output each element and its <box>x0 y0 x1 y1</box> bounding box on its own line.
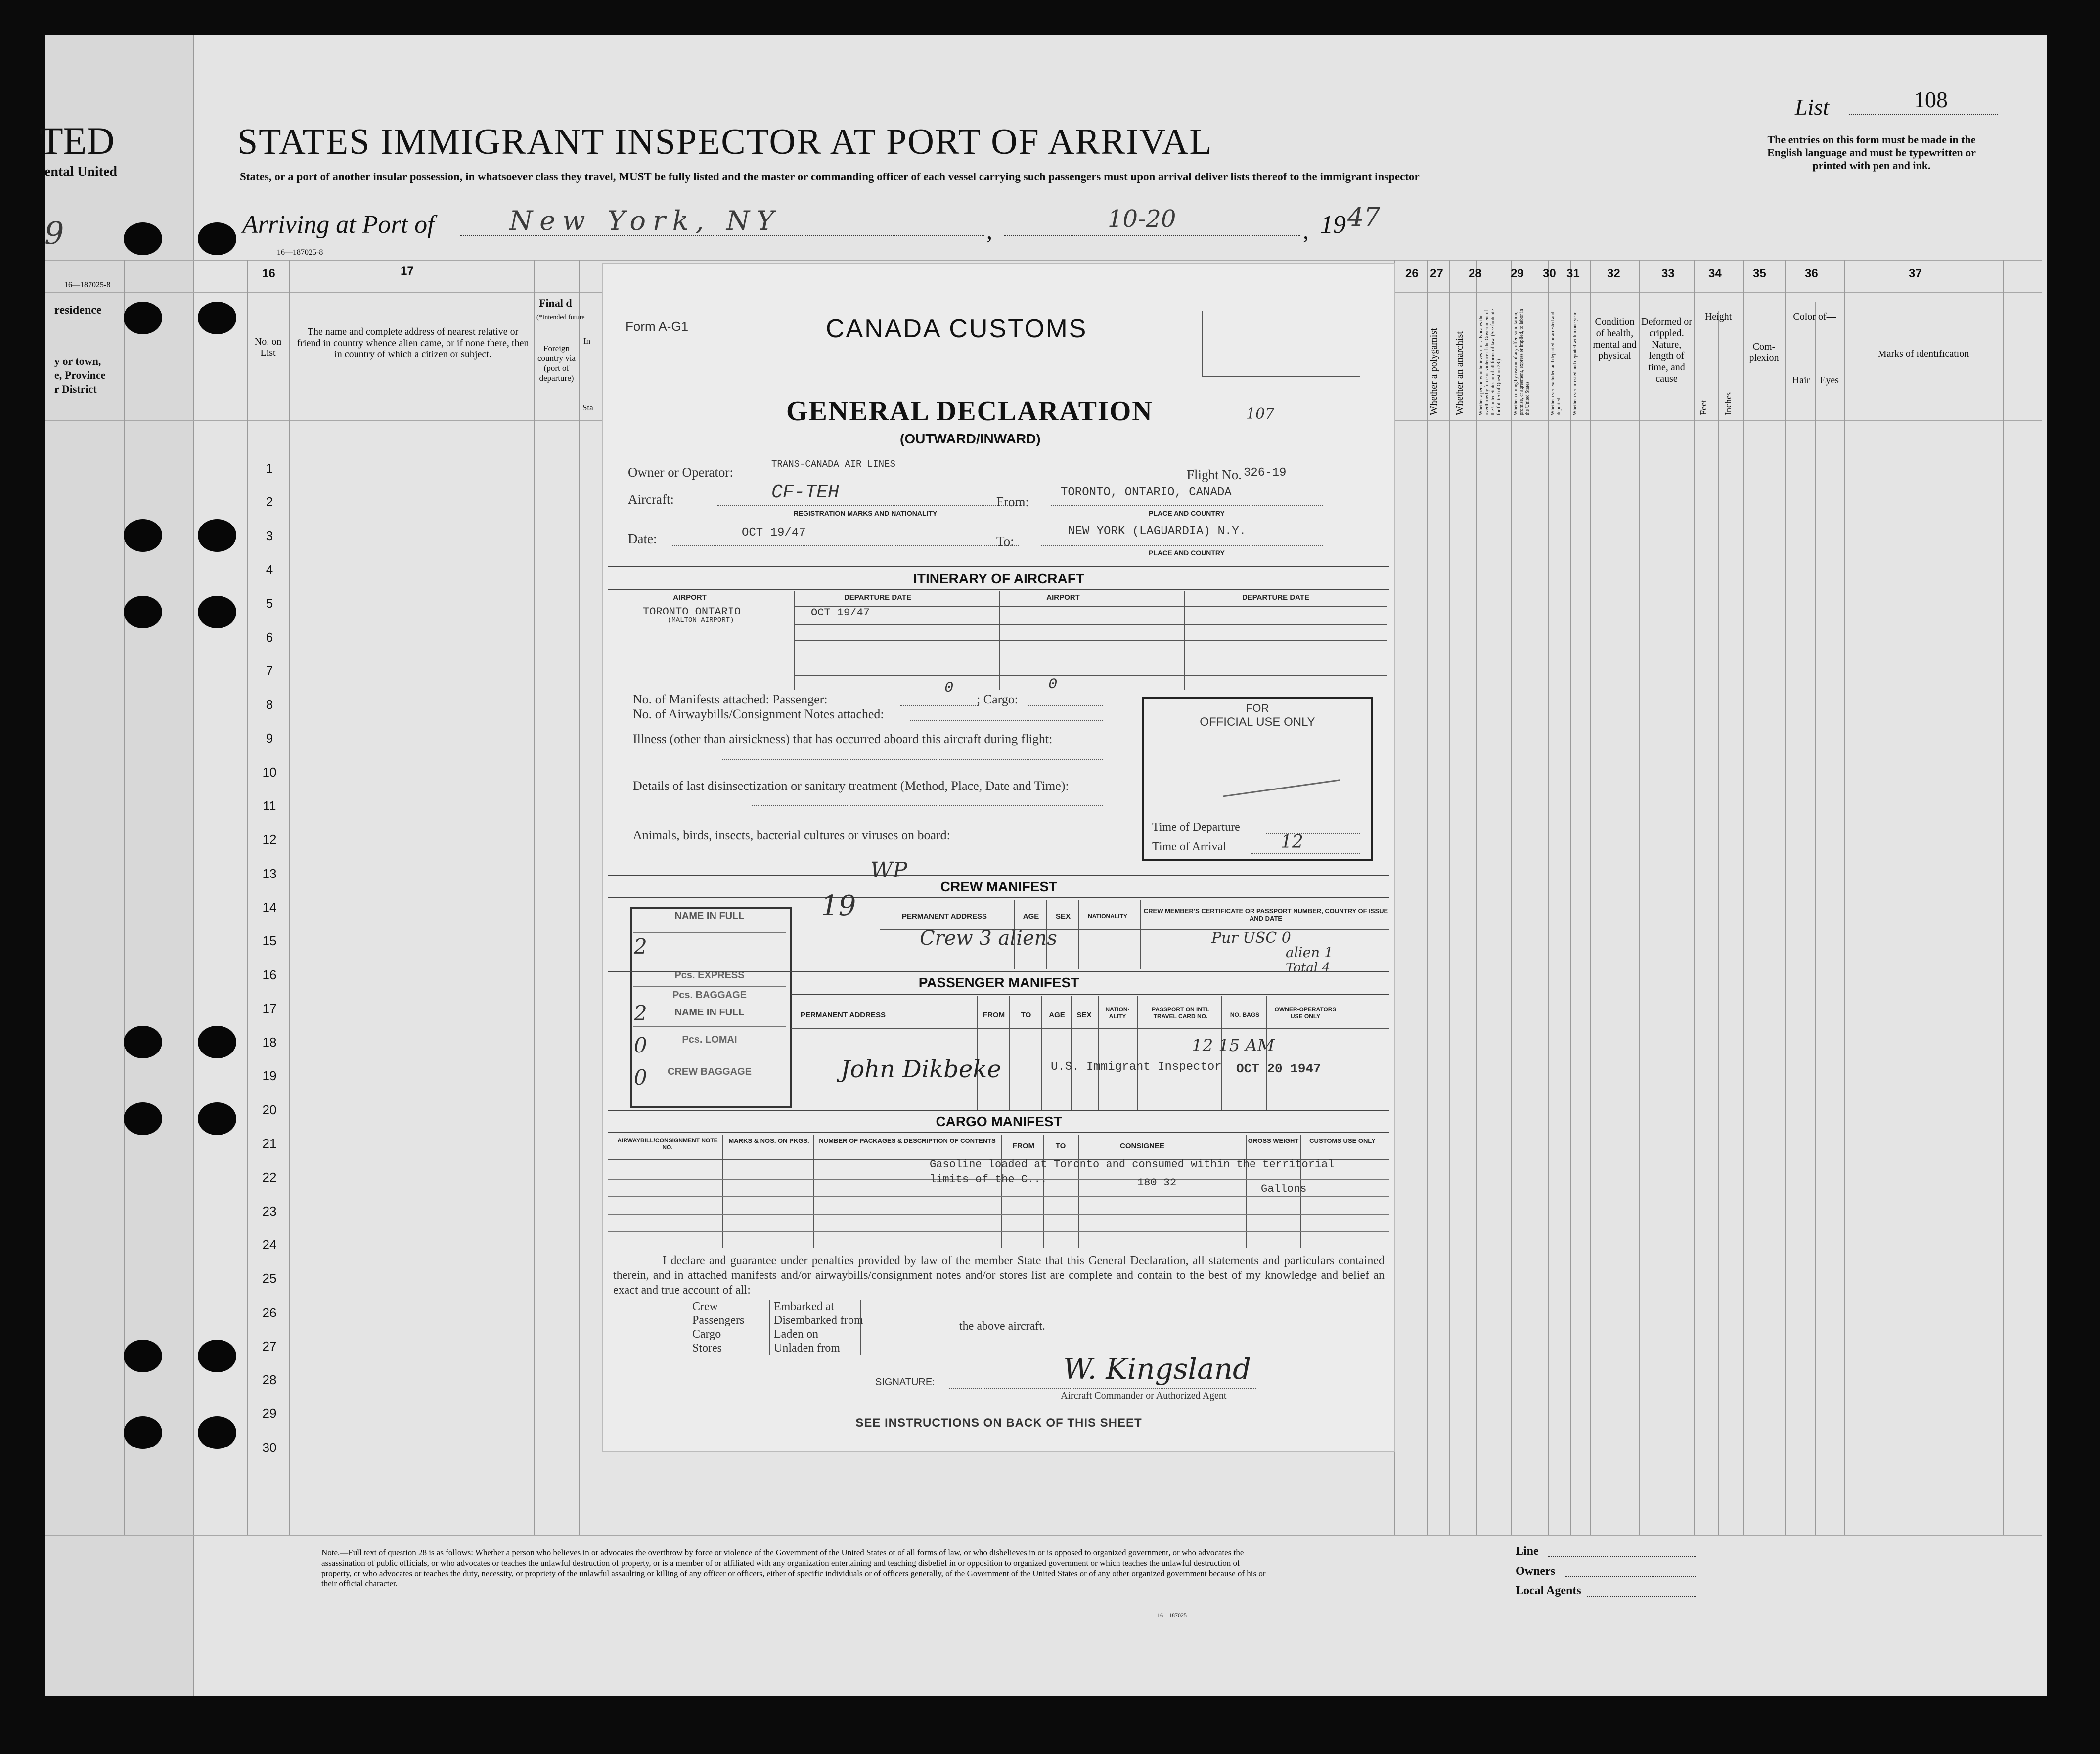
col-30-header: Whether ever excluded and deported or arrested and deported <box>1550 311 1562 415</box>
arriving-label: Arriving at Port of <box>242 211 435 239</box>
pass-header-address: PERMANENT ADDRESS <box>801 1011 886 1019</box>
list-label: List <box>1795 94 1830 120</box>
punch-hole <box>124 1026 162 1058</box>
col-16-header: No. on List <box>254 336 282 358</box>
col-37-header: Marks of identification <box>1877 349 1969 359</box>
row-number: 5 <box>266 596 273 611</box>
row-number: 18 <box>262 1035 277 1050</box>
decl-disembarked: Disembarked from <box>774 1314 863 1327</box>
to-label: To: <box>996 534 1014 549</box>
form-code-mid: 16—187025-8 <box>277 248 323 257</box>
form-footer: SEE INSTRUCTIONS ON BACK OF THIS SHEET <box>855 1416 1142 1430</box>
cargo-header-packages: NUMBER OF PACKAGES & DESCRIPTION OF CONTENTS <box>819 1137 996 1144</box>
place-country-caption: PLACE AND COUNTRY <box>1149 509 1225 517</box>
punch-hole <box>124 519 162 552</box>
col-final-sub: (*Intended future <box>536 314 585 321</box>
pass-header-nationality: NATION-ALITY <box>1105 1006 1130 1020</box>
punch-hole <box>198 1340 236 1372</box>
row-number: 22 <box>262 1170 277 1185</box>
owner-value: TRANS-CANADA AIR LINES <box>771 459 895 470</box>
col-sta-header: Sta <box>582 403 593 412</box>
itin-date: OCT 19/47 <box>811 607 870 619</box>
row-number: 23 <box>262 1203 277 1219</box>
col-28-header: Whether a person who believes in or advocates the overthrow by force or violence of the Government of the United States or of all forms of law. (See footnote for full text of Question 28.) <box>1478 309 1502 415</box>
inspector-signature: John Dikbeke <box>841 1055 1001 1083</box>
col-36-header: Color of— <box>1793 311 1836 322</box>
year-prefix: 19 <box>1320 211 1346 239</box>
form-id: Form A-G1 <box>626 319 689 334</box>
manifests-passenger: 0 <box>944 680 954 697</box>
col-foreign-header: Foreign country via (port of departure) <box>537 344 576 383</box>
row-number: 13 <box>262 866 277 881</box>
animals-label: Animals, birds, insects, bacterial cultures or viruses on board: <box>633 828 950 842</box>
row-number: 20 <box>262 1102 277 1117</box>
col-36-eyes: Eyes <box>1820 375 1839 386</box>
crew-title: CREW MANIFEST <box>940 879 1058 894</box>
flight-label: Flight No. <box>1187 467 1242 482</box>
owners-label: Owners <box>1516 1565 1555 1578</box>
col-34-feet: Feet <box>1698 400 1708 415</box>
cargo-header-weight: GROSS WEIGHT <box>1248 1137 1299 1144</box>
aircraft-label: Aircraft: <box>628 492 674 507</box>
col-17-header: The name and complete address of nearest relative or friend in country whence alien came, or if none there, then in country of which a citizen or subject. <box>297 326 529 360</box>
list-underline <box>1849 114 1998 115</box>
inspector-title: U.S. Immigrant Inspector <box>1051 1060 1222 1074</box>
itin-header-date-1: DEPARTURE DATE <box>844 593 912 602</box>
pass-header-sex: SEX <box>1076 1011 1092 1019</box>
punch-hole <box>124 302 162 334</box>
checkmark-stroke <box>1202 376 1360 377</box>
time-arrival-value: 12 <box>1281 832 1303 852</box>
itin-header-date-2: DEPARTURE DATE <box>1242 593 1310 602</box>
pass-header-from: FROM <box>983 1011 1005 1019</box>
illness-label: Illness (other than airsickness) that has occurred aboard this aircraft during flight: <box>633 732 1053 746</box>
col-32-number: 32 <box>1607 267 1620 280</box>
partial-title: TED <box>40 119 115 162</box>
footnote-code: 16—187025 <box>1157 1612 1187 1619</box>
pass-header-passport: PASSPORT ON INTL TRAVEL CARD NO. <box>1152 1006 1209 1020</box>
time-departure-label: Time of Departure <box>1152 821 1240 833</box>
itinerary-title: ITINERARY OF AIRCRAFT <box>913 571 1084 586</box>
crew-header-cert: CREW MEMBER'S CERTIFICATE OR PASSPORT NUMBER, COUNTRY OF ISSUE AND DATE <box>1143 907 1388 922</box>
punch-hole <box>198 1026 236 1058</box>
itin-header-airport-2: AIRPORT <box>1046 593 1080 602</box>
cargo-amount: 180 32 <box>1137 1177 1177 1189</box>
hw-mark-19: 19 <box>821 890 856 922</box>
col-34-inches: Inches <box>1723 392 1733 415</box>
row-number: 2 <box>266 494 273 510</box>
partial-city: y or town, <box>54 355 101 367</box>
manifests-cargo: 0 <box>1048 676 1058 693</box>
col-16-number: 16 <box>262 267 275 280</box>
arriving-port: New York, NY <box>509 205 781 236</box>
manifest-subtitle: States, or a port of another insular possession, in whatsoever class they travel, MUST be fully listed and the master or commanding officer of each vessel carrying such passengers must upon arrival deliver lists thereof to the immigrant inspector <box>240 171 1420 183</box>
col-29-header: Whether coming by reason of any offer, solicitation, promise, or agreement, express or implied, to labor in the United States <box>1513 309 1530 415</box>
col-30-number: 30 <box>1543 267 1556 280</box>
crew-header-address: PERMANENT ADDRESS <box>902 912 987 921</box>
stamp-pcs-baggage: Pcs. BAGGAGE <box>672 990 747 1001</box>
cargo-line-1: Gasoline loaded at Toronto and consumed within the territorial <box>930 1158 1335 1171</box>
comma-2: , <box>1303 218 1309 244</box>
signature-label: SIGNATURE: <box>875 1377 935 1388</box>
local-agents-label: Local Agents <box>1516 1584 1581 1597</box>
declaration-number: 107 <box>1246 405 1275 423</box>
col-33-number: 33 <box>1661 267 1675 280</box>
stamp-name-in-full-2: NAME IN FULL <box>674 1007 745 1018</box>
place-country-caption-2: PLACE AND COUNTRY <box>1149 549 1225 557</box>
date-value: OCT 19/47 <box>742 526 806 540</box>
date-label: Date: <box>628 531 657 546</box>
partial-residence: residence <box>54 304 102 317</box>
arriving-year: 47 <box>1347 203 1381 232</box>
flight-value: 326-19 <box>1244 466 1287 480</box>
row-number: 10 <box>262 764 277 780</box>
time-arrival-label: Time of Arrival <box>1152 840 1226 853</box>
arriving-date: 10-20 <box>1108 205 1176 233</box>
row-number: 26 <box>262 1305 277 1320</box>
col-28-number: 28 <box>1469 267 1482 280</box>
decl-cargo: Cargo <box>692 1328 721 1341</box>
itin-airport: TORONTO ONTARIO <box>643 606 741 618</box>
row-number: 7 <box>266 663 273 678</box>
manifest-title: STATES IMMIGRANT INSPECTOR AT PORT OF ARRIVAL <box>237 122 1213 162</box>
comma-1: , <box>986 218 992 244</box>
official-for: FOR <box>1246 702 1269 714</box>
col-26-header: Whether a polygamist <box>1429 328 1439 415</box>
stamp-name-in-full-1: NAME IN FULL <box>674 911 745 921</box>
inspector-stamp-date: OCT 20 1947 <box>1236 1061 1321 1076</box>
itin-header-airport-1: AIRPORT <box>673 593 707 602</box>
cargo-unit: Gallons <box>1261 1183 1307 1195</box>
row-number: 1 <box>266 461 273 476</box>
disinsectization-label: Details of last disinsectization or sanitary treatment (Method, Place, Date and Time): <box>633 779 1069 793</box>
partial-province: e, Province <box>54 369 106 381</box>
punch-hole <box>198 1102 236 1135</box>
instructions: The entries on this form must be made in the English language and must be typewritten or printed with pen and ink. <box>1767 133 1976 172</box>
cargo-header-from: FROM <box>1012 1142 1035 1150</box>
cargo-header-marks: MARKS & NOS. ON PKGS. <box>728 1137 809 1144</box>
row-number: 8 <box>266 697 273 712</box>
row-number: 27 <box>262 1338 277 1354</box>
left-page-strip <box>40 35 194 1696</box>
col-29-number: 29 <box>1511 267 1524 280</box>
crew-entry: Crew 3 aliens <box>920 927 1057 950</box>
col-26-number: 26 <box>1405 267 1419 280</box>
crew-cert-1: Pur USC 0 <box>1211 929 1291 947</box>
declaration-title: GENERAL DECLARATION <box>786 396 1153 427</box>
cargo-label: ; Cargo: <box>977 692 1019 706</box>
row-number: 30 <box>262 1440 277 1455</box>
cargo-header-customs: CUSTOMS USE ONLY <box>1309 1137 1376 1144</box>
row-number: 9 <box>266 731 273 746</box>
punch-hole <box>198 596 236 628</box>
form-code-left: 16—187025-8 <box>64 281 111 289</box>
col-final-header: Final d <box>539 297 572 309</box>
hw-mark-wp: WP <box>870 858 907 883</box>
row-number: 17 <box>262 1001 277 1016</box>
col-37-number: 37 <box>1909 267 1922 280</box>
crew-header-nationality: NATIONALITY <box>1088 913 1127 920</box>
tally-2: 2 <box>634 1001 647 1025</box>
airwaybills-label: No. of Airwaybills/Consignment Notes attached: <box>633 707 884 721</box>
row-number: 6 <box>266 629 273 645</box>
col-35-header: Com-plexion <box>1749 341 1779 363</box>
col-36-hair: Hair <box>1792 375 1810 386</box>
col-27-header: Whether an anarchist <box>1454 331 1465 415</box>
row-number: 25 <box>262 1271 277 1286</box>
cargo-header-airwaybill: AIRWAYBILL/CONSIGNMENT NOTE NO. <box>617 1137 718 1151</box>
col-33-header: Deformed or crippled. Nature, length of time, and cause <box>1641 316 1692 384</box>
row-number: 21 <box>262 1136 277 1151</box>
partial-district: r District <box>54 383 97 395</box>
col-27-number: 27 <box>1430 267 1443 280</box>
crew-header-sex: SEX <box>1055 912 1071 921</box>
punch-hole <box>198 519 236 552</box>
checkmark-stroke <box>1202 311 1203 376</box>
tally-3: 0 <box>634 1033 647 1057</box>
row-number: 24 <box>262 1237 277 1252</box>
crew-cert-2: alien 1 <box>1286 944 1333 961</box>
stamp-crew-baggage: CREW BAGGAGE <box>668 1066 752 1077</box>
decl-stores: Stores <box>692 1342 722 1355</box>
list-number: 108 <box>1914 87 1948 112</box>
punch-hole <box>198 1416 236 1449</box>
row-number: 11 <box>263 798 276 813</box>
from-label: From: <box>996 494 1029 509</box>
date-underline <box>1004 235 1300 236</box>
punch-hole <box>198 302 236 334</box>
punch-hole <box>124 1340 162 1372</box>
decl-passengers: Passengers <box>692 1314 745 1327</box>
crew-header-age: AGE <box>1023 912 1039 921</box>
pass-header-to: TO <box>1021 1011 1031 1019</box>
punch-hole <box>124 222 162 255</box>
pass-header-owner: OWNER-OPERATORS USE ONLY <box>1274 1006 1337 1020</box>
stamp-pcs-express: Pcs. EXPRESS <box>674 970 745 981</box>
col-35-number: 35 <box>1753 267 1766 280</box>
col-in-header: In <box>583 336 591 346</box>
stamp-pcs-lomai: Pcs. LOMAI <box>682 1034 737 1045</box>
col-36-number: 36 <box>1805 267 1818 280</box>
cargo-header-consignee: CONSIGNEE <box>1119 1142 1164 1150</box>
declaration-subtitle: (OUTWARD/INWARD) <box>900 431 1041 446</box>
itin-airport-sub: (MALTON AIRPORT) <box>668 616 734 624</box>
row-number: 29 <box>262 1406 277 1421</box>
owner-label: Owner or Operator: <box>628 465 733 480</box>
row-number: 3 <box>266 528 273 543</box>
row-number: 16 <box>262 967 277 982</box>
inspector-time: 12 15 AM <box>1192 1036 1275 1055</box>
col-32-header: Condition of health, mental and physical <box>1593 316 1637 361</box>
passenger-title: PASSENGER MANIFEST <box>918 975 1079 990</box>
signature-value: W. Kingsland <box>1063 1352 1251 1386</box>
crew-cert-3: Total 4 <box>1286 961 1331 975</box>
col-34-header: Height <box>1704 311 1732 322</box>
punch-hole <box>198 222 236 255</box>
tally-4: 0 <box>634 1065 647 1090</box>
col-17-number: 17 <box>401 264 414 278</box>
footnote: Note.—Full text of question 28 is as follows: Whether a person who believes in or advocates the overthrow by force or violence of the Government of the United States or of all forms of law, or who disbelieves in or is opposed to organized government, or who advocates the assassination of public officials, or who advocates or teaches the unlawful destruction of property, or is a member of or affiliated with any organization entertaining and teaching disbelief in or opposition to organized government or which teaches the unlawful destruction of property, or who advocates or teaches the duty, necessity, or propriety of the unlawful assaulting or killing of any officer or officers, either of specific individuals or of officers generally, of the Government of the United States or of any other organized government because of his or their official character. <box>321 1548 1266 1588</box>
to-value: NEW YORK (LAGUARDIA) N.Y. <box>1068 525 1247 538</box>
decl-embarked: Embarked at <box>774 1300 834 1313</box>
punch-hole <box>124 1102 162 1135</box>
declaration-text: I declare and guarantee under penalties provided by law of the member State that this General Declaration, all statements and particulars contained therein, and in attached manifests and/or airwaybills/consignment notes and/or stores list are complete and contain to the best of my knowledge and belief an exact and true account of all: <box>613 1254 1385 1297</box>
general-declaration-form <box>603 264 1394 1451</box>
row-number: 14 <box>262 899 277 915</box>
tally-1: 2 <box>634 934 647 959</box>
official-use: OFFICIAL USE ONLY <box>1200 715 1315 729</box>
cargo-title: CARGO MANIFEST <box>936 1114 1062 1129</box>
decl-crew: Crew <box>692 1300 718 1313</box>
row-number: 28 <box>262 1372 277 1388</box>
pass-header-bags: NO. BAGS <box>1230 1011 1260 1018</box>
col-31-number: 31 <box>1566 267 1580 280</box>
agency-title: CANADA CUSTOMS <box>826 314 1088 343</box>
from-value: TORONTO, ONTARIO, CANADA <box>1061 486 1232 499</box>
cargo-line-2: limits of the C... <box>930 1173 1047 1185</box>
manifests-label: No. of Manifests attached: Passenger: <box>633 692 828 706</box>
col-31-header: Whether ever arrested and deported within one year <box>1572 312 1578 415</box>
row-number: 15 <box>262 933 277 949</box>
cargo-header-to: TO <box>1055 1142 1066 1150</box>
punch-hole <box>124 1416 162 1449</box>
aircraft-value: CF-TEH <box>771 482 839 503</box>
pass-header-age: AGE <box>1049 1011 1065 1019</box>
row-number: 12 <box>262 832 277 847</box>
partial-digit: 9 <box>45 215 64 251</box>
signature-caption: Aircraft Commander or Authorized Agent <box>1061 1390 1227 1401</box>
line-label: Line <box>1516 1545 1539 1558</box>
decl-above-aircraft: the above aircraft. <box>959 1320 1045 1333</box>
col-34-number: 34 <box>1708 267 1722 280</box>
reg-marks-caption: REGISTRATION MARKS AND NATIONALITY <box>793 509 938 517</box>
punch-hole <box>124 596 162 628</box>
partial-subtitle: ental United <box>45 164 117 179</box>
decl-laden: Laden on <box>774 1328 818 1341</box>
decl-unladen: Unladen from <box>774 1342 840 1355</box>
row-number: 19 <box>262 1068 277 1084</box>
row-number: 4 <box>266 562 273 577</box>
